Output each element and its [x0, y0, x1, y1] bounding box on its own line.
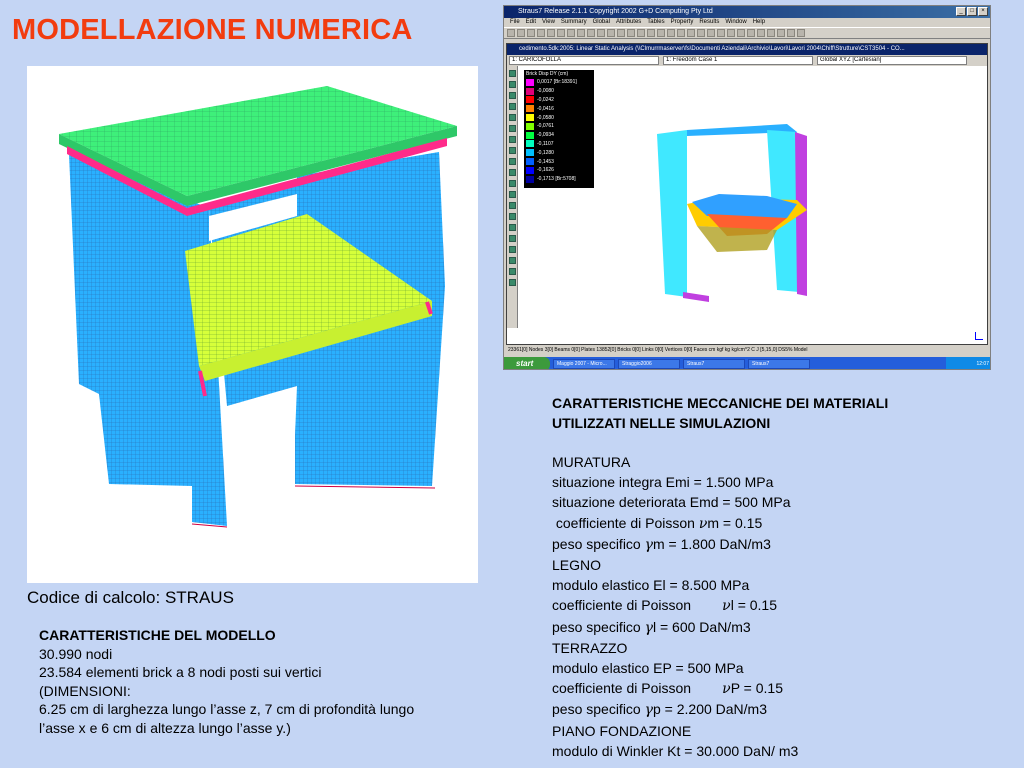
- legend-row: -0,0934: [524, 131, 594, 140]
- tool-icon[interactable]: [509, 213, 516, 220]
- toolbar-button[interactable]: [567, 29, 575, 37]
- deformed-model-view: [647, 122, 837, 312]
- straus-toolbar: [504, 27, 990, 39]
- straus-window-screenshot: [503, 5, 991, 370]
- model-image: [27, 66, 478, 583]
- tool-icon[interactable]: [509, 70, 516, 77]
- fondazione-kt: modulo di Winkler Kt = 30.000 DaN/ m3: [552, 742, 799, 759]
- legend-title: Brick Disp DY (cm): [526, 71, 569, 77]
- legno-label: LEGNO: [552, 557, 602, 574]
- toolbar-button[interactable]: [607, 29, 615, 37]
- menu-property[interactable]: Property: [670, 19, 694, 25]
- legno-weight: peso specifico γl = 600 DaN/m3: [552, 618, 751, 636]
- calculation-code-caption: Codice di calcolo: STRAUS: [27, 588, 234, 607]
- toolbar-button[interactable]: [577, 29, 585, 37]
- system-clock: 12:07: [946, 357, 991, 370]
- load-case-select[interactable]: 1: CARICOFOLLA: [509, 56, 659, 65]
- legend-row: -0,0761: [524, 122, 594, 131]
- toolbar-button[interactable]: [677, 29, 685, 37]
- page-title: MODELLAZIONE NUMERICA: [12, 14, 413, 46]
- legend-row: -0,0416: [524, 104, 594, 113]
- case-selectors: [507, 55, 987, 66]
- material-properties: [552, 393, 1012, 761]
- tool-icon[interactable]: [509, 202, 516, 209]
- toolbar-button[interactable]: [597, 29, 605, 37]
- legend-row: -0,1713 [Br:5708]: [524, 175, 594, 184]
- toolbar-button[interactable]: [787, 29, 795, 37]
- legend-row: -0,0242: [524, 96, 594, 105]
- menu-summary[interactable]: Summary: [560, 19, 587, 25]
- fondazione-label: PIANO FONDAZIONE: [552, 722, 692, 739]
- menu-edit[interactable]: Edit: [525, 19, 537, 25]
- toolbar-button[interactable]: [687, 29, 695, 37]
- legend-row: -0,1280: [524, 148, 594, 157]
- legend-row: -0,1626: [524, 166, 594, 175]
- tool-icon[interactable]: [509, 268, 516, 275]
- terrazzo-label: TERRAZZO: [552, 639, 628, 656]
- toolbar-button[interactable]: [667, 29, 675, 37]
- tool-icon[interactable]: [509, 158, 516, 165]
- model-line-elements: 23.584 elementi brick a 8 nodi posti sui vertici: [39, 664, 322, 681]
- toolbar-button[interactable]: [627, 29, 635, 37]
- menu-view[interactable]: View: [542, 19, 555, 25]
- toolbar-button[interactable]: [647, 29, 655, 37]
- model-characteristics: [39, 626, 509, 738]
- tool-icon[interactable]: [509, 246, 516, 253]
- muratura-label: MURATURA: [552, 454, 631, 470]
- tool-icon[interactable]: [509, 147, 516, 154]
- model-line-dim-detail-2: l’asse x e 6 cm di altezza lungo l’asse y.): [39, 719, 291, 736]
- freedom-case-select[interactable]: 1: Freedom Case 1: [663, 56, 813, 65]
- muratura-weight: peso specifico γm = 1.800 DaN/m3: [552, 535, 771, 553]
- toolbar-button[interactable]: [587, 29, 595, 37]
- start-button[interactable]: start: [504, 357, 550, 370]
- tool-icon[interactable]: [509, 169, 516, 176]
- toolbar-button[interactable]: [507, 29, 515, 37]
- taskbar-item[interactable]: Straus7: [748, 359, 810, 369]
- menu-help[interactable]: Help: [752, 19, 766, 25]
- tool-icon[interactable]: [509, 103, 516, 110]
- muratura-poisson: coefficiente di Poisson νm = 0.15: [552, 514, 763, 532]
- menu-attributes[interactable]: Attributes: [615, 19, 642, 25]
- model-line-dimensions: (DIMENSIONI:: [39, 682, 131, 699]
- straus-menubar: [504, 18, 990, 27]
- doc-titlebar: cedimento.5dk:2005: Linear Static Analysis (\\Clmurrmaserver\fs\Documenti Aziendali\Archivio\Lavori\Lavori 2004\Chiff\Strutture\CST3504 - CO...: [507, 44, 987, 55]
- toolbar-button[interactable]: [707, 29, 715, 37]
- windows-taskbar: [504, 357, 991, 370]
- terrazzo-poisson: coefficiente di Poisson νP = 0.15: [552, 680, 783, 698]
- toolbar-button[interactable]: [517, 29, 525, 37]
- toolbar-button[interactable]: [557, 29, 565, 37]
- toolbar-button[interactable]: [527, 29, 535, 37]
- tool-icon[interactable]: [509, 279, 516, 286]
- menu-global[interactable]: Global: [592, 19, 610, 25]
- toolbar-button[interactable]: [737, 29, 745, 37]
- tool-icon[interactable]: [509, 235, 516, 242]
- menu-window[interactable]: Window: [725, 19, 747, 25]
- menu-tables[interactable]: Tables: [647, 19, 665, 25]
- toolbar-button[interactable]: [617, 29, 625, 37]
- muratura-emi: situazione integra Emi = 1.500 MPa: [552, 474, 774, 491]
- toolbar-button[interactable]: [767, 29, 775, 37]
- taskbar-item[interactable]: Straus7: [683, 359, 745, 369]
- terrazzo-ep: modulo elastico EP = 500 MPa: [552, 660, 744, 677]
- coordinate-system-select[interactable]: Global XYZ [Cartesian]: [817, 56, 967, 65]
- tool-icon[interactable]: [509, 125, 516, 132]
- taskbar-item[interactable]: Maggio 2007 - Micro...: [553, 359, 615, 369]
- axis-triad-icon: [975, 332, 983, 340]
- menu-file[interactable]: File: [510, 19, 520, 25]
- close-button[interactable]: ×: [978, 7, 988, 16]
- tool-icon[interactable]: [509, 224, 516, 231]
- toolbar-button[interactable]: [777, 29, 785, 37]
- tool-icon[interactable]: [509, 92, 516, 99]
- terrazzo-weight: peso specifico γp = 2.200 DaN/m3: [552, 701, 767, 719]
- toolbar-button[interactable]: [637, 29, 645, 37]
- analysis-document-window: [506, 43, 988, 345]
- toolbar-button[interactable]: [747, 29, 755, 37]
- legno-poisson: coefficiente di Poisson νl = 0.15: [552, 597, 778, 615]
- legend-row: -0,1453: [524, 157, 594, 166]
- taskbar-item[interactable]: Straggio2006: [618, 359, 680, 369]
- tool-icon[interactable]: [509, 180, 516, 187]
- straus-titlebar: Straus7 Release 2.1.1 Copyright 2002 G+D Computing Pty Ltd _ □ ×: [504, 6, 990, 18]
- tool-icon[interactable]: [509, 114, 516, 121]
- menu-results[interactable]: Results: [699, 19, 720, 25]
- tool-icon[interactable]: [509, 81, 516, 88]
- legno-el: modulo elastico El = 8.500 MPa: [552, 577, 750, 594]
- material-properties-heading: CARATTERISTICHE MECCANICHE DEI MATERIALI UTILIZZATI NELLE SIMULAZIONI: [552, 395, 889, 431]
- toolbar-button[interactable]: [757, 29, 765, 37]
- minimize-button[interactable]: _: [956, 7, 966, 16]
- muratura-emd: situazione deteriorata Emd = 500 MPa: [552, 494, 791, 511]
- toolbar-button[interactable]: [727, 29, 735, 37]
- model-characteristics-heading: CARATTERISTICHE DEL MODELLO: [39, 627, 276, 643]
- toolbar-button[interactable]: [547, 29, 555, 37]
- model-line-dim-detail-1: 6.25 cm di larghezza lungo l’asse z, 7 cm di profondità lungo: [39, 701, 415, 718]
- displacement-legend: [524, 70, 594, 188]
- tool-icon[interactable]: [509, 191, 516, 198]
- straus-statusbar: 23361[0] Nodes 3[0] Beams 0[0] Plates 13852[0] Bricks 0[0] Links 0[0] Vertices 0[0] Faces cm kgf kg kg/cm^2 C J [5,15,0] DS5% Model: [506, 346, 988, 355]
- legend-row: -0,0580: [524, 113, 594, 122]
- model-line-nodes: 30.990 nodi: [39, 645, 113, 662]
- tool-icon[interactable]: [509, 257, 516, 264]
- maximize-button[interactable]: □: [967, 7, 977, 16]
- tool-icon[interactable]: [509, 136, 516, 143]
- toolbar-button[interactable]: [717, 29, 725, 37]
- legend-row: 0,0017 [Br:18391]: [524, 78, 594, 87]
- toolbar-button[interactable]: [697, 29, 705, 37]
- legend-row: -0,1107: [524, 140, 594, 149]
- toolbar-button[interactable]: [657, 29, 665, 37]
- left-toolbar: [507, 66, 518, 328]
- toolbar-button[interactable]: [537, 29, 545, 37]
- brick-model-illustration: [27, 66, 478, 583]
- legend-row: -0,0080: [524, 87, 594, 96]
- toolbar-button[interactable]: [797, 29, 805, 37]
